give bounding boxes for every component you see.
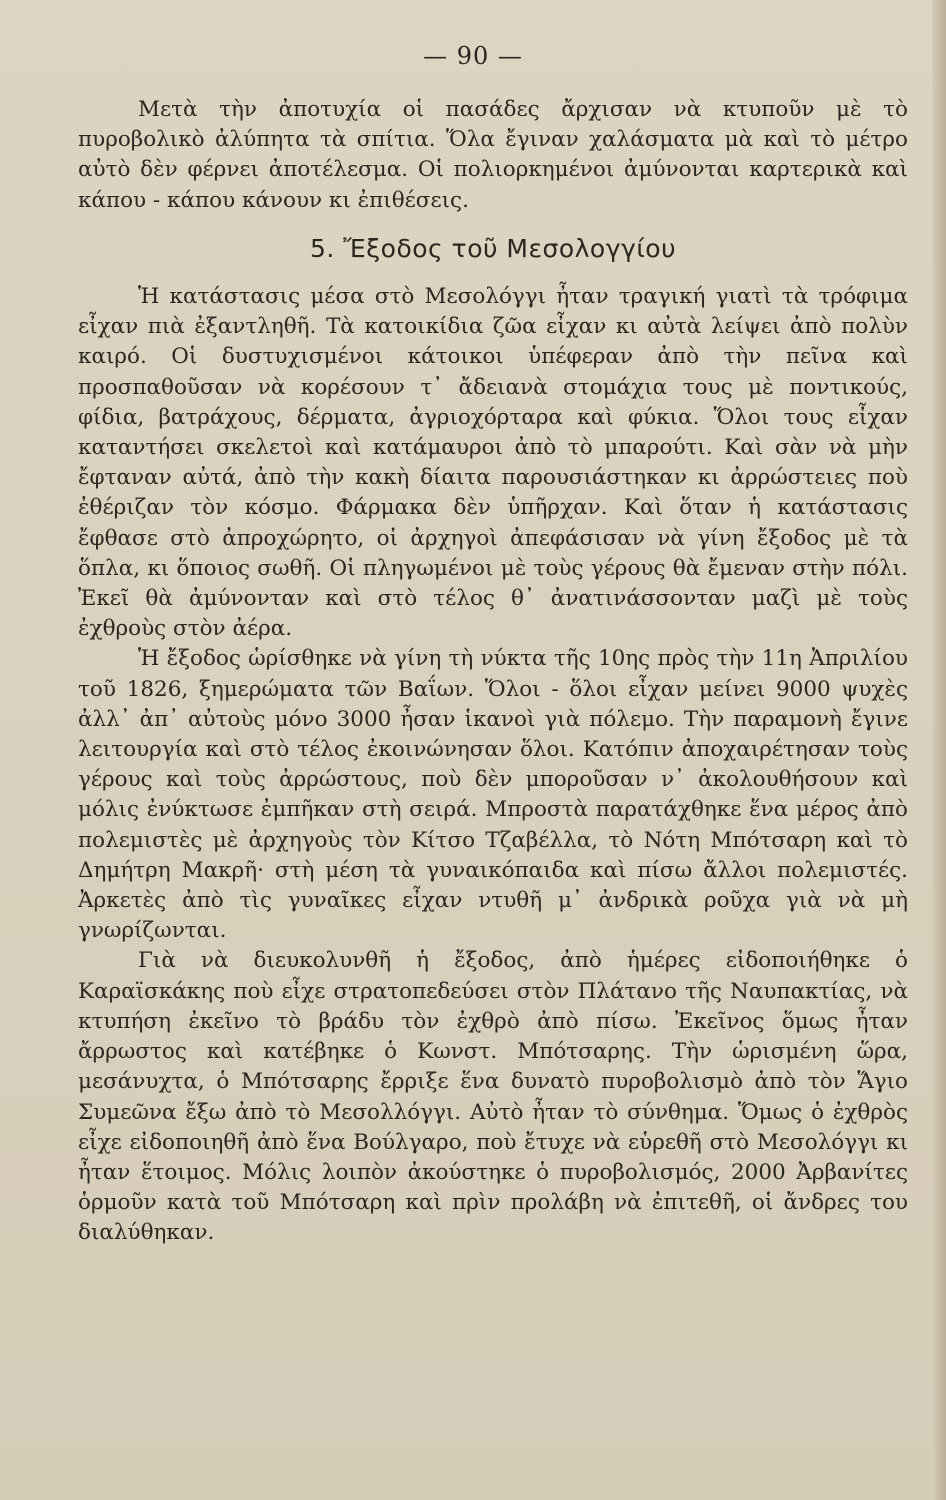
paragraph-4: Γιὰ νὰ διευκολυνθῆ ἡ ἔξοδος, ἀπὸ ἡμέρες εἰδοποιήθηκε ὁ Καραϊσκάκης ποὺ εἶχε στρατοπεδεύσει στὸν Πλάτανο τῆς Ναυπακτίας, νὰ κτυπήση ἐκεῖνο τὸ βράδυ τὸν ἐχθρὸ ἀπὸ πίσω. Ἐκεῖνος ὅμως ἦταν ἄρρωστος καὶ κατέβηκε ὁ Κωνστ. Μπότσαρης. Τὴν ὡρισμένη ὥρα, μεσάνυχτα, ὁ Μπότσαρης ἔρριξε ἕνα δυνατὸ πυροβολισμὸ ἀπὸ τὸν Ἅγιο Συμεῶνα ἔξω ἀπὸ τὸ Μεσολλόγγι. Αὐτὸ ἦταν τὸ σύνθημα. Ὅμως ὁ ἐχθρὸς εἶχε εἰδοποιηθῆ ἀπὸ ἕνα Βούλγαρο, ποὺ ἔτυχε νὰ εὑρεθῆ στὸ Μεσολόγγι κι ἦταν ἕτοιμος. Μόλις λοιπὸν ἀκούστηκε ὁ πυροβολισμός, 2000 Ἀρβανίτες ὁρμοῦν κατὰ τοῦ Μπότσαρη καὶ πρὶν προλάβη νὰ ἐπιτεθῆ, οἱ ἄνδρες του διαλύθηκαν.	[78, 948, 908, 1246]
page-number: — 90 —	[423, 42, 523, 70]
paragraph-1: Μετὰ τὴν ἀποτυχία οἱ πασάδες ἄρχισαν νὰ κτυποῦν μὲ τὸ πυροβολικὸ ἀλύπητα τὰ σπίτια. Ὅλα ἔγιναν χαλάσματα μὰ καὶ τὸ μέτρο αὐτὸ δὲν φέρνει ἀποτέλεσμα. Οἱ πολιορκημένοι ἀμύνονται καρτερικὰ καὶ κάπου - κάπου κάνουν κι ἐπιθέσεις.	[78, 97, 908, 213]
paragraph-3: Ἡ ἔξοδος ὡρίσθηκε νὰ γίνη τὴ νύκτα τῆς 10ης πρὸς τὴν 11η Ἀπριλίου τοῦ 1826, ξημερώματα τῶν Βαΐων. Ὅλοι - ὅλοι εἶχαν μείνει 9000 ψυχὲς ἀλλ᾽ ἀπ᾽ αὐτοὺς μόνο 3000 ἦσαν ἱκανοὶ γιὰ πόλεμο. Τὴν παραμονὴ ἔγινε λειτουργία καὶ στὸ τέλος ἐκοινώνησαν ὅλοι. Κατόπιν ἀποχαιρέτησαν τοὺς γέρους καὶ τοὺς ἀρρώστους, ποὺ δὲν μποροῦσαν ν᾽ ἀκολουθήσουν καὶ μόλις ἐνύκτωσε ἐμπῆκαν στὴ σειρά. Μπροστὰ παρατάχθηκε ἕνα μέρος ἀπὸ πολεμιστὲς μὲ ἀρχηγοὺς τὸν Κίτσο Τζαβέλλα, τὸ Νότη Μπότσαρη καὶ τὸ Δημήτρη Μακρῆ· στὴ μέση τὰ γυναικόπαιδα καὶ πίσω ἄλλοι πολεμιστές. Ἀρκετὲς ἀπὸ τὶς γυναῖκες εἶχαν ντυθῆ μ᾽ ἀνδρικὰ ροῦχα γιὰ νὰ μὴ γνωρίζωνται.	[78, 646, 908, 944]
section-title: 5. Ἔξοδος τοῦ Μεσολογγίου	[309, 233, 677, 263]
paragraph-2: Ἡ κατάστασις μέσα στὸ Μεσολόγγι ἦταν τραγική γιατὶ τὰ τρόφιμα εἶχαν πιὰ ἐξαντληθῆ. Τὰ κατοικίδια ζῶα εἶχαν κι αὐτὰ λείψει ἀπὸ πολὺν καιρό. Οἱ δυστυχισμένοι κάτοικοι ὑπέφεραν ἀπὸ τὴν πεῖνα καὶ προσπαθοῦσαν νὰ κορέσουν τ᾽ ἄδειανὰ στομάχια τους μὲ ποντικούς, φίδια, βατράχους, δέρματα, ἀγριοχόρταρα καὶ φύκια. Ὅλοι τους εἶχαν καταντήσει σκελετοὶ καὶ κατάμαυροι ἀπὸ τὸ μπαρούτι. Καὶ σὰν νὰ μὴν ἔφταναν αὐτά, ἀπὸ τὴν κακὴ δίαιτα παρουσιάστηκαν κι ἀρρώστειες ποὺ ἐθέριζαν τὸν κόσμο. Φάρμακα δὲν ὑπῆρχαν. Καὶ ὅταν ἡ κατάστασις ἔφθασε στὸ ἀπροχώρητο, οἱ ἀρχηγοὶ ἀπεφάσισαν νὰ γίνη ἔξοδος μὲ τὰ ὅπλα, κι ὅποιος σωθῆ. Οἱ πληγωμένοι μὲ τοὺς γέρους θὰ ἔμεναν στὴν πόλι. Ἐκεῖ θὰ ἀμύνονταν καὶ στὸ τέλος θ᾽ ἀνατινάσσονταν μαζὶ μὲ τοὺς ἐχθροὺς στὸν ἀέρα.	[78, 284, 908, 642]
page-body	[78, 95, 908, 1249]
page-spine-shadow	[932, 0, 946, 1500]
